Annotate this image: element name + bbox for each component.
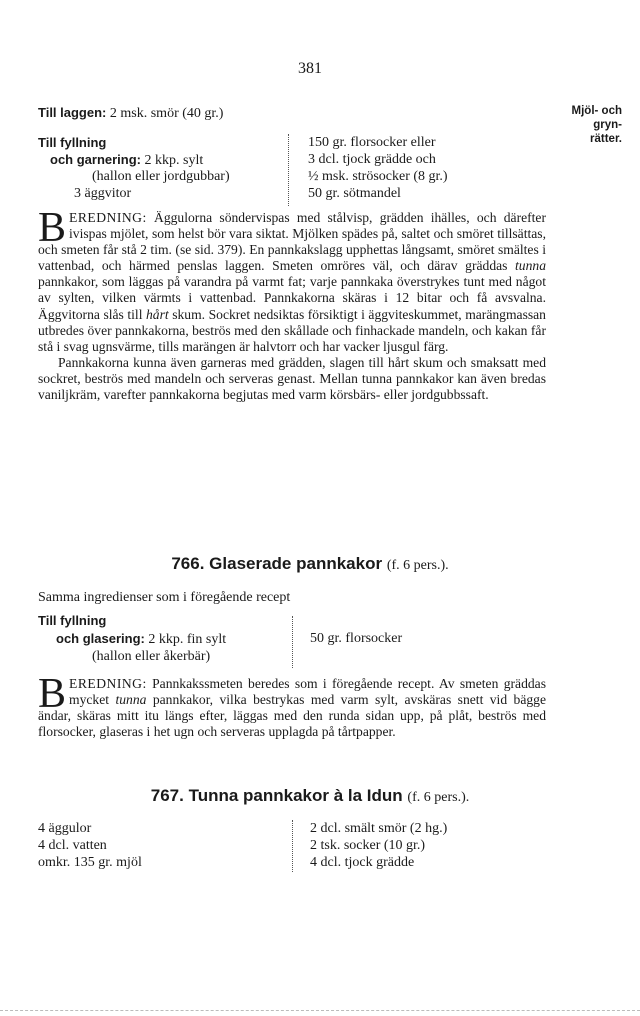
ingredient-item: ½ msk. strösocker (8 gr.): [308, 169, 448, 184]
method-heading: EREDNING:: [69, 676, 147, 691]
ingredient-item: 2 tsk. socker (10 gr.): [310, 838, 426, 853]
method-text: Pannkakssmeten beredes som i föregående recept. Av smeten gräddas mycket: [69, 676, 546, 708]
recipe-766-intro: Samma ingredienser som i föregående recept: [38, 590, 291, 605]
ingredient-item: 150 gr. florsocker eller: [308, 135, 436, 150]
laggen-text: 2 msk. smör (40 gr.): [109, 106, 224, 121]
ingredient-item: 4 äggulor: [38, 821, 92, 836]
recipe-766-heading: [0, 554, 620, 574]
garnering-label: och garnering:: [50, 152, 142, 167]
recipe-number: 766.: [171, 554, 205, 573]
recipe-767-heading: [0, 786, 620, 806]
recipe-serving: (f. 6 pers.).: [407, 790, 470, 805]
margin-note-line: gryn-: [593, 119, 622, 131]
margin-note-line: Mjöl- och: [571, 105, 622, 117]
ingredient-item: 2 dcl. smält smör (2 hg.): [310, 821, 448, 836]
method-text: Äggulorna söndervispas med stålvisp, grädden ihälles, och därefter ivispas mjölet, som helst bör vara siktat. Mjölken spädes på, saltet och smöret tillsättas, och smeten får stå 2 tim. (se sid. 379). En pannkakslagg upphettas långsamt, smöret smältes i vattenbad, och härmed penslas laggen. Smeten omröres väl, och därav gräddas: [38, 210, 546, 274]
method-emphasis: tunna: [515, 258, 546, 274]
method-paragraph: Pannkakorna kunna även garneras med grädden, slagen till hårt skum och smaksatt med sockret, beströs med mandeln och serveras genast. Mellan tunna pannkakor kan även bredas vaniljkräm, varefter pannkakorna begjutas med varm körsbärs- eller jordgubbssaft.: [38, 354, 546, 403]
recipe-serving: (f. 6 pers.).: [386, 558, 449, 573]
drop-cap: B: [38, 205, 67, 251]
recipe-number: 767.: [150, 786, 184, 805]
fyllning-label: Till fyllning: [38, 135, 107, 150]
column-divider: [292, 820, 293, 872]
column-divider: [288, 134, 289, 206]
margin-note: [552, 104, 622, 146]
method-heading: EREDNING:: [69, 210, 147, 225]
glasering-label: och glasering:: [56, 631, 145, 646]
glasering-line: [56, 630, 226, 648]
garnering-line: [50, 151, 203, 169]
method-emphasis: tunna: [115, 692, 147, 708]
method-text: skum. Sockret nedsiktas försiktigt i äggviteskummet, marängmassan utbredes över pannkakorna, beströs med den skållade och finhackade mandeln, och kakan får stå i svag ugnsvärme, tills marängen är halvtorr och har vacker ljusgul färg.: [38, 306, 546, 354]
recipe-765-method: [38, 205, 546, 403]
ingredient-item: 3 äggvitor: [74, 186, 132, 201]
margin-note-line: rätter.: [590, 133, 622, 145]
ingredient-item: omkr. 135 gr. mjöl: [38, 855, 142, 870]
ingredient-item: (hallon eller jordgubbar): [92, 169, 230, 184]
ingredient-item: 2 kkp. sylt: [144, 153, 204, 168]
recipe-title: Tunna pannkakor à la Idun: [188, 786, 403, 805]
ingredient-item: 2 kkp. fin sylt: [148, 632, 227, 647]
ingredient-item: 4 dcl. vatten: [38, 838, 107, 853]
method-text: pannkakor, vilka bestrykas med varm sylt, avskäras snett vid bägge ändar, skäras mitt itu längs efter, läggas med den runda sidan upp, på plåt, beströs med florsocker, glaseras i het ugn och serveras upplagda på tårtpapper.: [38, 692, 546, 740]
method-emphasis: hårt: [146, 306, 169, 322]
laggen-line: [38, 104, 223, 122]
column-divider: [292, 616, 293, 668]
page-bottom-edge: [0, 1010, 640, 1011]
ingredient-item: 3 dcl. tjock grädde och: [308, 152, 436, 167]
ingredient-item: 50 gr. florsocker: [310, 631, 403, 646]
recipe-766-method: [38, 671, 546, 740]
ingredient-item: 4 dcl. tjock grädde: [310, 855, 415, 870]
ingredient-item: 50 gr. sötmandel: [308, 186, 401, 201]
drop-cap: B: [38, 671, 67, 717]
recipe-title: Glaserade pannkakor: [209, 554, 383, 573]
page-number: 381: [298, 60, 322, 77]
laggen-label: Till laggen:: [38, 105, 107, 120]
method-text: pannkakor, som läggas på varandra på varmt fat; varje pannkaka överstrykes tunt med något av sylten, vilken värmts i vattenbad. Pannkakorna skäras i 12 bitar och få avsvalna. Äggvitorna slås till: [38, 274, 546, 322]
ingredient-item: (hallon eller åkerbär): [92, 649, 211, 664]
fyllning-label: Till fyllning: [38, 613, 107, 628]
